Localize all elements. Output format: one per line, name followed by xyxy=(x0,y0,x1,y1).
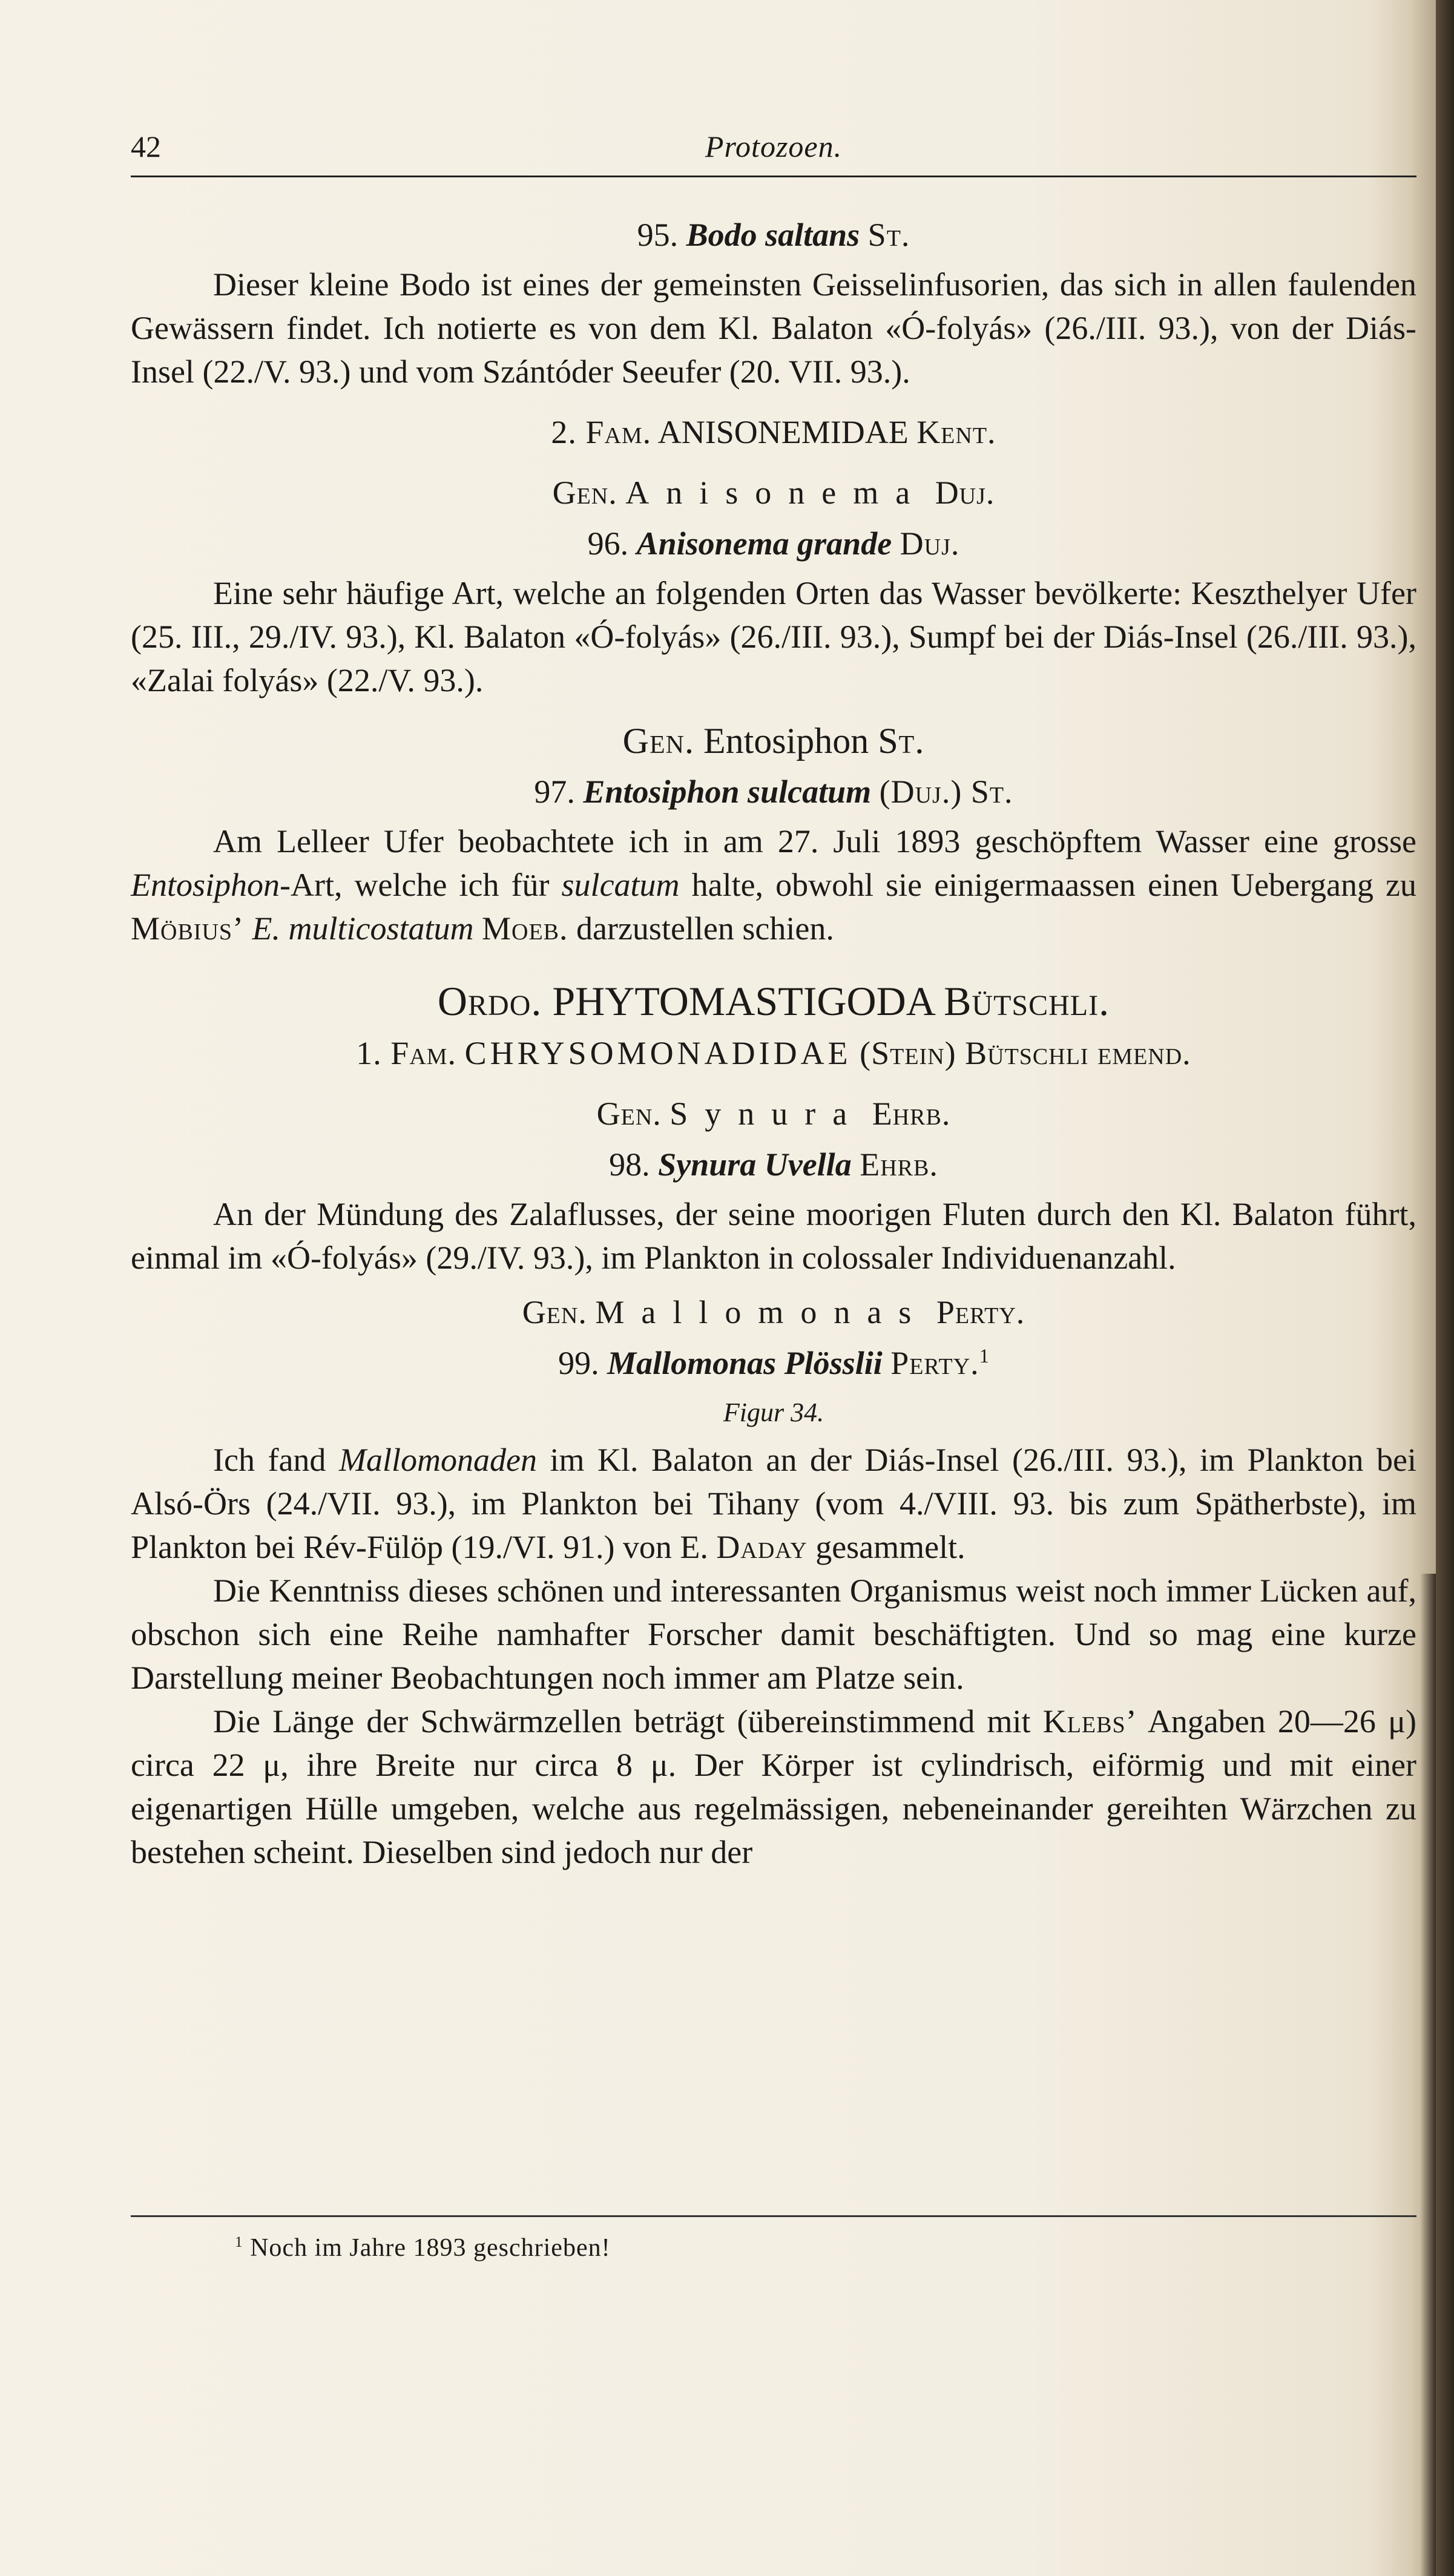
species-description-99-p3: Die Länge der Schwärmzellen beträgt (übereinstimmend mit Klebs’ Angaben 20—26 μ) circa 22 μ, ihre Breite nur circa 8 μ. Der Körper ist cylindrisch, eiförmig und mit einer eigenartigen Hülle umgeben, welche aus regelmässigen, nebeneinander gereihten Wärzchen zu bestehen scheint. Dieselben sind jedoch nur der xyxy=(131,1703,1417,1870)
genus-heading-synura: Gen. Synura Ehrb. xyxy=(596,1096,951,1132)
book-binding-edge xyxy=(1436,0,1454,2576)
species-heading-97: 97. Entosiphon sulcatum (Duj.) St. xyxy=(534,774,1013,810)
footnote-rule xyxy=(131,2215,1416,2217)
footnote-text: Noch im Jahre 1893 geschrieben! xyxy=(250,2234,611,2262)
footnote-reference: 1 xyxy=(979,1346,989,1367)
page-header xyxy=(131,124,1416,172)
running-title: Protozoen. xyxy=(705,130,843,163)
species-description-99-p1: Ich fand Mallomonaden im Kl. Balaton an der Diás-Insel (26./III. 93.), im Plankton bei Alsó-Örs (24./VII. 93.), im Plankton bei Tihany (vom 4./VIII. 93. bis zum Spätherbste), im Plankton bei Rév-Fülöp (19./VI. 91.) von E. Daday gesammelt. xyxy=(131,1442,1417,1565)
species-heading-98: 98. Synura Uvella Ehrb. xyxy=(609,1146,938,1183)
species-description-97: Am Lelleer Ufer beobachtete ich in am 27. Juli 1893 geschöpftem Wasser eine grosse Entosiphon-Art, welche ich für sulcatum halte, obwohl sie einigermaassen einen Uebergang zu Möbius’ E. multicostatum Moeb. darzustellen schien. xyxy=(131,823,1417,947)
species-description-98: An der Mündung des Zalaflusses, der seine moorigen Fluten durch den Kl. Balaton führt, einmal im «Ó-folyás» (29./IV. 93.), im Plankton in colossaler Individuenanzahl. xyxy=(131,1196,1416,1276)
species-description-96: Eine sehr häufige Art, welche an folgenden Orten das Wasser bevölkerte: Keszthelyer Ufer (25. III., 29./IV. 93.), Kl. Balaton «Ó-folyás» (26./III. 93.), Sumpf bei der Diás-Insel (26./III. 93.), «Zalai folyás» (22./V. 93.). xyxy=(131,575,1416,698)
family-heading-chrysomonadidae: 1. Fam. CHRYSOMONADIDAE (Stein) Bütschli emend. xyxy=(356,1035,1191,1071)
species-name: Mallomonas Plösslii xyxy=(607,1345,883,1381)
order-heading-phytomastigoda: Ordo. PHYTOMASTIGODA Bütschli. xyxy=(437,978,1110,1024)
header-rule xyxy=(131,176,1416,177)
species-author: (Duj.) St. xyxy=(879,774,1013,810)
species-heading-99: 99. Mallomonas Plösslii Perty.$^1$ xyxy=(558,1345,989,1381)
species-author: Perty. xyxy=(890,1345,979,1381)
genus-heading-mallomonas: Gen. Mallomonas Perty. xyxy=(522,1294,1025,1330)
page-number: 42 xyxy=(131,130,161,163)
species-author: Ehrb. xyxy=(860,1146,938,1183)
species-name: Synura Uvella xyxy=(658,1146,852,1183)
footnote-mark: 1 xyxy=(235,2234,243,2250)
species-name: Entosiphon sulcatum xyxy=(583,774,872,810)
binding-shadow xyxy=(1420,1574,1436,2576)
species-description-99-p2: Die Kenntniss dieses schönen und interessanten Organismus weist noch immer Lücken auf, obschon sich eine Reihe namhafter Forscher damit beschäftigten. Und so mag eine kurze Darstellung meiner Beobachtungen noch immer am Platze sein. xyxy=(131,1572,1416,1696)
species-author: St. xyxy=(867,217,910,253)
family-heading-anisonemidae: 2. Fam. ANISONEMIDAE Kent. xyxy=(551,414,996,450)
page-body xyxy=(131,206,1416,1874)
footnote xyxy=(235,2233,611,2262)
species-name: Anisonema grande xyxy=(636,525,892,562)
species-description-95: Dieser kleine Bodo ist eines der gemeinsten Geisselinfusorien, das sich in allen faulenden Gewässern findet. Ich notierte es von dem Kl. Balaton «Ó-folyás» (26./III. 93.), von der Diás-Insel (22./V. 93.) und vom Szántóder Seeufer (20. VII. 93.). xyxy=(131,266,1416,390)
species-heading-95: 95. Bodo saltans St. xyxy=(637,217,910,253)
species-name: Bodo saltans xyxy=(686,217,860,253)
figure-reference: Figur 34. xyxy=(723,1398,824,1427)
species-author: Duj. xyxy=(900,525,960,562)
species-heading-96: 96. Anisonema grande Duj. xyxy=(587,525,960,562)
genus-heading-entosiphon: Gen. Entosiphon St. xyxy=(622,721,925,761)
genus-heading-anisonema: Gen. Anisonema Duj. xyxy=(552,475,995,511)
